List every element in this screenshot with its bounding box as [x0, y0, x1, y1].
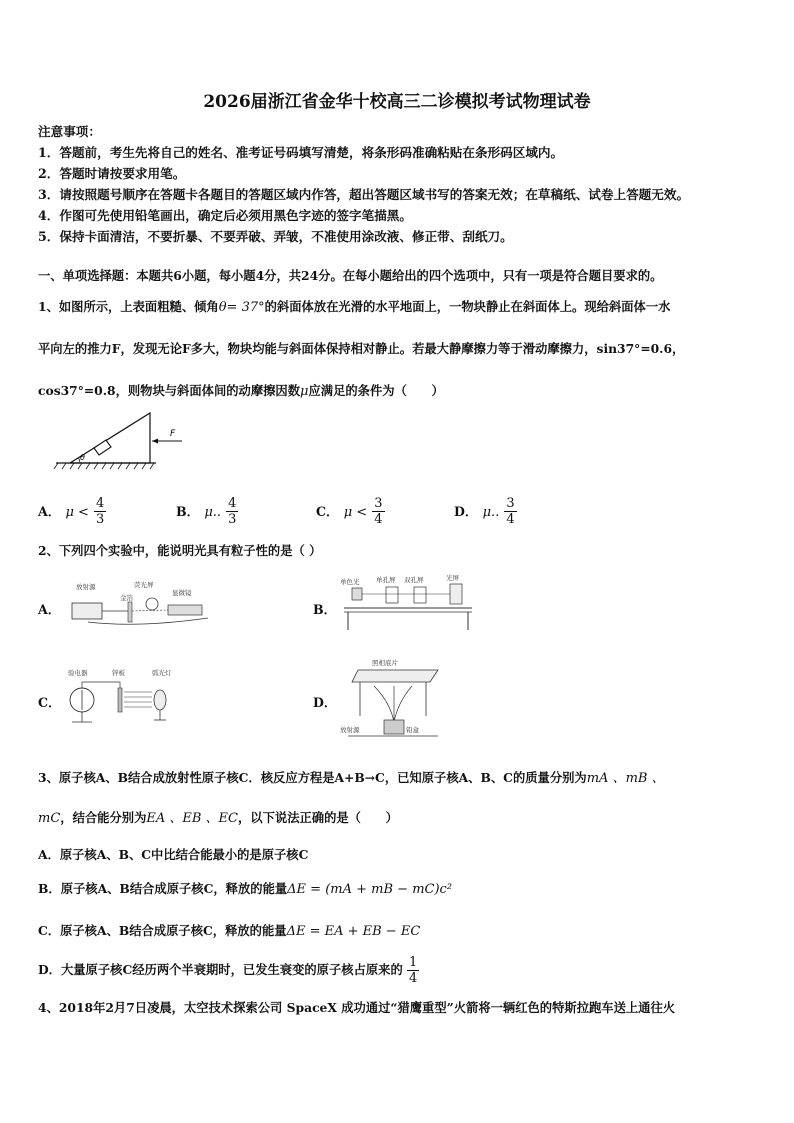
q2-stem: 2、下列四个实验中，能说明光具有粒子性的是（ ）: [38, 543, 322, 558]
q3-mass-c: mC: [38, 811, 61, 826]
notice-item-2: 2．答题时请按要求用笔。: [38, 166, 186, 181]
q1-incline-figure: [44, 408, 194, 472]
option-fraction: [504, 496, 516, 527]
fig-b-tag-light: 单色光: [340, 578, 360, 586]
q2-option-d-label[interactable]: D．: [313, 695, 337, 710]
q3-text-a: 3、原子核A、B结合成放射性原子核C．核反应方程是A+B→C，已知原子核A、B、C的质量分别为: [38, 770, 587, 785]
option-label: A．: [38, 504, 61, 519]
fig-a-tag-source: 放射源: [76, 583, 96, 591]
q2-figure-a-alpha-scattering: [68, 580, 218, 630]
fig-c-tag-electroscope: 验电器: [68, 669, 88, 677]
notice-item-3: 3．请按照题号顺序在答题卡各题目的答题区域内作答，超出答题区域书写的答案无效；在草稿纸、试卷上答题无效。: [38, 187, 690, 202]
q3-text-c: ，以下说法正确的是（ ）: [238, 810, 398, 825]
notice-item-5: 5．保持卡面清洁，不要折暴、不要弄破、弄皱，不准使用涂改液、修正带、刮纸刀。: [38, 229, 513, 244]
fig-c-tag-arc-lamp: 弧光灯: [152, 669, 172, 677]
q3-line-2: [38, 807, 398, 826]
notice-item-1: 1．答题前，考生先将自己的姓名、准考证号码填写清楚，将条形码准确粘贴在条形码区域内。: [38, 145, 564, 160]
fraction-numerator: 4: [228, 496, 237, 511]
notice-heading: 注意事项：: [38, 124, 101, 139]
q4-line-1: 4、2018年2月7日凌晨，太空技术探索公司 SpaceX 成功通过“猎鹰重型”火箭将一辆红色的特斯拉跑车送上通往火: [38, 1000, 676, 1015]
q3-option-c-equation: ΔE = EA + EB − EC: [286, 924, 421, 939]
fig-a-tag-screen: 荧光屏: [134, 581, 154, 589]
fraction-denominator: 3: [96, 512, 105, 527]
block-shape: [94, 440, 111, 455]
fig-b-tag-screen: 光屏: [446, 574, 459, 582]
q1-option-a[interactable]: [38, 496, 106, 527]
fraction-denominator: 4: [374, 512, 383, 527]
fig-d-tag-lead-box: 铅盒: [406, 726, 419, 734]
q2-option-c-label[interactable]: C．: [38, 695, 61, 710]
q3-option-c[interactable]: [38, 921, 420, 939]
option-fraction: [226, 496, 238, 527]
q3-option-d[interactable]: [38, 955, 419, 986]
q1-mu: μ: [300, 384, 309, 399]
q3-masses-abc: mA 、mB 、: [586, 771, 665, 786]
q3-option-b-text: B．原子核A、B结合成原子核C，释放的能量: [38, 881, 288, 896]
q3-option-c-text: C．原子核A、B结合成原子核C，释放的能量: [38, 923, 287, 938]
fraction-numerator: 3: [506, 496, 515, 511]
option-relation: μ..: [204, 505, 222, 520]
q1-text-d: 应满足的条件为（ ）: [308, 383, 444, 398]
fraction-denominator: 3: [228, 512, 237, 527]
q1-option-c[interactable]: [316, 496, 385, 527]
option-fraction: [94, 496, 106, 527]
option-relation: μ..: [482, 505, 500, 520]
q2-figure-c-photoelectric: [64, 666, 194, 726]
fig-b-tag-double: 双孔屏: [404, 576, 424, 584]
q1-text-a: 1、如图所示，上表面粗糙、倾角: [38, 299, 219, 314]
q1-line-1: [38, 297, 670, 315]
q1-theta: θ= 37°: [218, 300, 265, 315]
q1-line-3: [38, 381, 444, 399]
fraction-denominator: 4: [506, 512, 515, 527]
section-heading: 一、单项选择题：本题共6小题，每小题4分，共24分。在每小题给出的四个选项中，只有一项是符合题目要求的。: [38, 268, 663, 283]
fig-b-tag-single: 单孔屏: [376, 576, 396, 584]
q3-line-1: [38, 767, 665, 786]
q3-text-b: ，结合能分别为: [60, 810, 147, 825]
option-relation: μ <: [343, 505, 368, 520]
q2-figure-b-double-slit: [338, 572, 478, 636]
q3-option-d-fraction: [407, 955, 419, 986]
fig-a-tag-foil: 金箔: [120, 594, 133, 602]
fraction-numerator: 4: [96, 496, 105, 511]
fraction-numerator: 1: [409, 955, 418, 970]
option-label: D．: [454, 504, 478, 519]
q2-option-a-label[interactable]: A．: [38, 602, 61, 617]
option-relation: μ <: [65, 505, 89, 520]
q3-option-b-equation: ΔE = (mA + mB − mC)c²: [287, 882, 453, 897]
q1-option-d[interactable]: [454, 496, 517, 527]
fraction-numerator: 3: [374, 496, 383, 511]
q2-figure-d-radiation-field: [338, 656, 468, 742]
fig-d-tag-source: 放射源: [340, 726, 360, 734]
fig-d-tag-film: 照相底片: [372, 659, 398, 667]
option-label: B．: [176, 504, 200, 519]
fraction-denominator: 4: [409, 971, 418, 986]
q3-binding-energies: EA 、EB 、EC: [146, 811, 238, 826]
q1-text-c: cos37°=0.8，则物块与斜面体间的动摩擦因数: [38, 383, 301, 398]
option-label: C．: [316, 504, 339, 519]
exam-title: 2026届浙江省金华十校高三二诊模拟考试物理试卷: [203, 92, 591, 112]
fig-c-tag-zinc: 锌板: [112, 669, 125, 677]
option-fraction: [372, 496, 384, 527]
fig-a-tag-microscope: 显微镜: [172, 589, 192, 597]
force-label: F: [170, 429, 176, 439]
q2-option-b-label[interactable]: B．: [313, 602, 337, 617]
q1-line-2: 平向左的推力F，发现无论F多大，物块均能与斜面体保持相对静止。若最大静摩擦力等于滑动摩擦力，sin37°=0.6，: [38, 341, 685, 356]
q3-option-d-text: D．大量原子核C经历两个半衰期时，已发生衰变的原子核占原来的: [38, 962, 403, 977]
q3-option-b[interactable]: [38, 879, 452, 897]
q1-option-b[interactable]: [176, 496, 238, 527]
q3-option-a[interactable]: A．原子核A、B、C中比结合能最小的是原子核C: [38, 847, 309, 862]
notice-item-4: 4．作图可先使用铅笔画出，确定后必须用黑色字迹的签字笔描黑。: [38, 208, 412, 223]
angle-label: θ: [80, 453, 85, 462]
q1-text-b: 的斜面体放在光滑的水平地面上，一物块静止在斜面体上。现给斜面体一水: [264, 299, 671, 314]
